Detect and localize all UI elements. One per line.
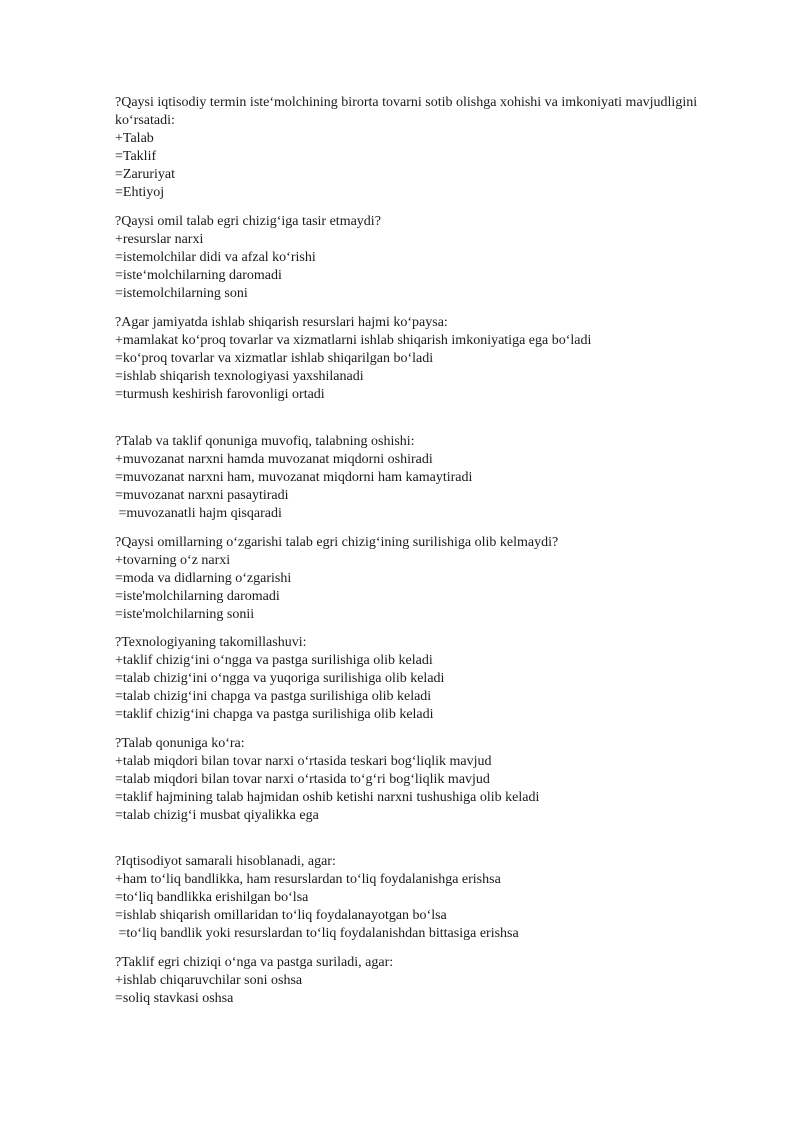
answer-option: +resurslar narxi [115, 232, 204, 247]
spacer [115, 825, 740, 853]
answer-option: =taklif hajmining talab hajmidan oshib ketishi narxni tushushiga olib keladi [115, 790, 540, 805]
question-text: ?Qaysi iqtisodiy termin iste‘molchining birorta tovarni sotib olishga xohishi va imkoniyati mavjudligini ko‘rsatadi: [115, 95, 701, 128]
spacer [115, 404, 740, 433]
spacer [115, 624, 740, 634]
answer-option: =talab chizig‘ini o‘ngga va yuqoriga surilishiga olib keladi [115, 671, 445, 686]
answer-option: =to‘liq bandlikka erishilgan bo‘lsa [115, 890, 309, 905]
answer-option: =ko‘proq tovarlar va xizmatlar ishlab shiqarilgan bo‘ladi [115, 351, 434, 366]
answer-option: =muvozanat narxni ham, muvozanat miqdorni ham kamaytiradi [115, 470, 473, 485]
question-block-8 [115, 853, 740, 943]
answer-option: =iste'molchilarning sonii [115, 607, 255, 622]
answer-option: +tovarning o‘z narxi [115, 553, 231, 568]
spacer [115, 303, 740, 314]
question-block-1 [115, 94, 740, 202]
question-block-4 [115, 433, 740, 523]
question-block-7 [115, 735, 740, 825]
answer-option: +Talab [115, 131, 154, 146]
question-text: ?Taklif egri chiziqi o‘nga va pastga suriladi, agar: [115, 955, 394, 970]
answer-option: =to‘liq bandlik yoki resurslardan to‘liq foydalanishdan bittasiga erishsa [115, 926, 519, 941]
spacer [115, 943, 740, 954]
document-page [115, 94, 740, 1008]
question-text: ?Talab qonuniga ko‘ra: [115, 736, 245, 751]
question-block-5 [115, 534, 740, 624]
question-block-3 [115, 314, 740, 404]
question-text: ?Qaysi omil talab egri chizig‘iga tasir etmaydi? [115, 214, 381, 229]
answer-option: =iste'molchilarning daromadi [115, 589, 280, 604]
answer-option: =istemolchilar didi va afzal ko‘rishi [115, 250, 316, 265]
answer-option: +taklif chizig‘ini o‘ngga va pastga surilishiga olib keladi [115, 653, 433, 668]
answer-option: =talab miqdori bilan tovar narxi o‘rtasida to‘g‘ri bog‘liqlik mavjud [115, 772, 490, 787]
question-block-6 [115, 634, 740, 724]
question-block-2 [115, 213, 740, 303]
spacer [115, 724, 740, 735]
answer-option: +muvozanat narxni hamda muvozanat miqdorni oshiradi [115, 452, 433, 467]
answer-option: =iste‘molchilarning daromadi [115, 268, 282, 283]
answer-option: =soliq stavkasi oshsa [115, 991, 234, 1006]
answer-option: =taklif chizig‘ini chapga va pastga surilishiga olib keladi [115, 707, 434, 722]
question-text: ?Iqtisodiyot samarali hisoblanadi, agar: [115, 854, 336, 869]
answer-option: +ham to‘liq bandlikka, ham resurslardan to‘liq foydalanishga erishsa [115, 872, 501, 887]
question-block-9 [115, 954, 740, 1008]
answer-option: =muvozanat narxni pasaytiradi [115, 488, 289, 503]
answer-option: =moda va didlarning o‘zgarishi [115, 571, 292, 586]
answer-option: =turmush keshirish farovonligi ortadi [115, 387, 325, 402]
answer-option: =ishlab shiqarish omillaridan to‘liq foydalanayotgan bo‘lsa [115, 908, 447, 923]
answer-option: =istemolchilarning soni [115, 286, 248, 301]
answer-option: =talab chizig‘ini chapga va pastga surilishiga olib keladi [115, 689, 432, 704]
question-text: ?Qaysi omillarning o‘zgarishi talab egri chizig‘ining surilishiga olib kelmaydi? [115, 535, 559, 550]
question-text: ?Talab va taklif qonuniga muvofiq, talabning oshishi: [115, 434, 415, 449]
spacer [115, 202, 740, 213]
question-text: ?Texnologiyaning takomillashuvi: [115, 635, 307, 650]
answer-option: =Taklif [115, 149, 157, 164]
answer-option: +mamlakat ko‘proq tovarlar va xizmatlarni ishlab shiqarish imkoniyatiga ega bo‘ladi [115, 333, 592, 348]
spacer [115, 523, 740, 534]
answer-option: +talab miqdori bilan tovar narxi o‘rtasida teskari bog‘liqlik mavjud [115, 754, 492, 769]
answer-option: =Zaruriyat [115, 167, 175, 182]
answer-option: +ishlab chiqaruvchilar soni oshsa [115, 973, 303, 988]
answer-option: =Ehtiyoj [115, 185, 165, 200]
answer-option: =ishlab shiqarish texnologiyasi yaxshilanadi [115, 369, 364, 384]
question-text: ?Agar jamiyatda ishlab shiqarish resurslari hajmi ko‘paysa: [115, 315, 448, 330]
answer-option: =muvozanatli hajm qisqaradi [115, 506, 282, 521]
answer-option: =talab chizig‘i musbat qiyalikka ega [115, 808, 319, 823]
